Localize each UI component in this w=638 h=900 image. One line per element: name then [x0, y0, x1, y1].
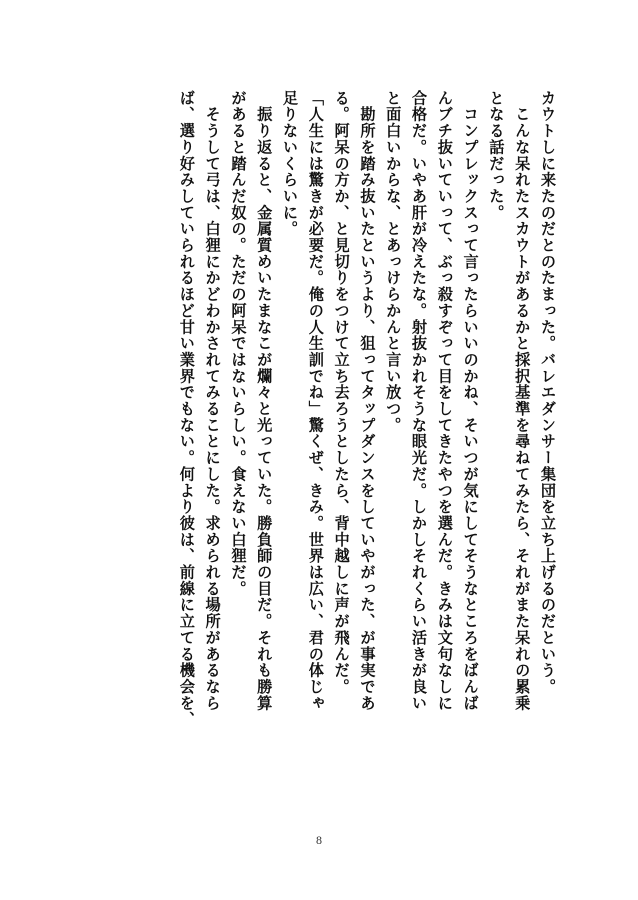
text-line: 「人生には驚きが必要だ。俺の人生訓でね」驚くぜ、きみ。世界は広い、君の体じゃ — [306, 90, 325, 712]
text-line: そうして弓は、白狸にかどわかされてみることにした。求められる場所があるなら — [203, 90, 222, 712]
text-line: る。阿呆の方か、と見切りをつけて立ち去ろうとしたら、背中越しに声が飛んだ。 — [332, 90, 351, 695]
text-line: 合格だ。いやあ肝が冷えたな。射抜かれそうな眼光だ。しかしそれくらい活きが良い — [410, 90, 429, 712]
text-line: 振り返ると、金属質めいたまなこが爛々と光っていた。勝負師の目だ。それも勝算 — [255, 90, 274, 712]
text-line: コンプレックスって言ったらいいのかね、そいつが気にしてそうなところをばんば — [461, 90, 480, 712]
text-line: となる話だった。 — [487, 90, 506, 221]
vertical-text-body — [100, 90, 560, 780]
text-line: と面白いからな、とあっけらかんと言い放つ。 — [384, 90, 403, 434]
text-line: カウトしに来たのだとのたまった。バレエダンサー集団を立ち上げるのだという。 — [539, 90, 557, 695]
text-line: こんな呆れたスカウトがあるかと採択基準を尋ねてみたら、それがまた呆れの累乗 — [513, 90, 532, 712]
page-number: 8 — [316, 833, 322, 847]
text-line: 足りないくらいに。 — [281, 90, 300, 238]
text-line: ば、選り好みしていられるほど甘い業界でもない。何より彼は、前線に立てる機会を、 — [177, 90, 196, 728]
text-line: 勘所を踏み抜いたというより、狙ってタップダンスをしていやがった、が事実であ — [358, 90, 377, 712]
text-line: んブチ抜いていって、ぶっ殺すぞって目をしてきたやつを選んだ。きみは文句なしに — [435, 90, 454, 712]
text-line: があると踏んだ奴の。ただの阿呆ではないらしい。食えない白狸だ。 — [229, 90, 248, 597]
